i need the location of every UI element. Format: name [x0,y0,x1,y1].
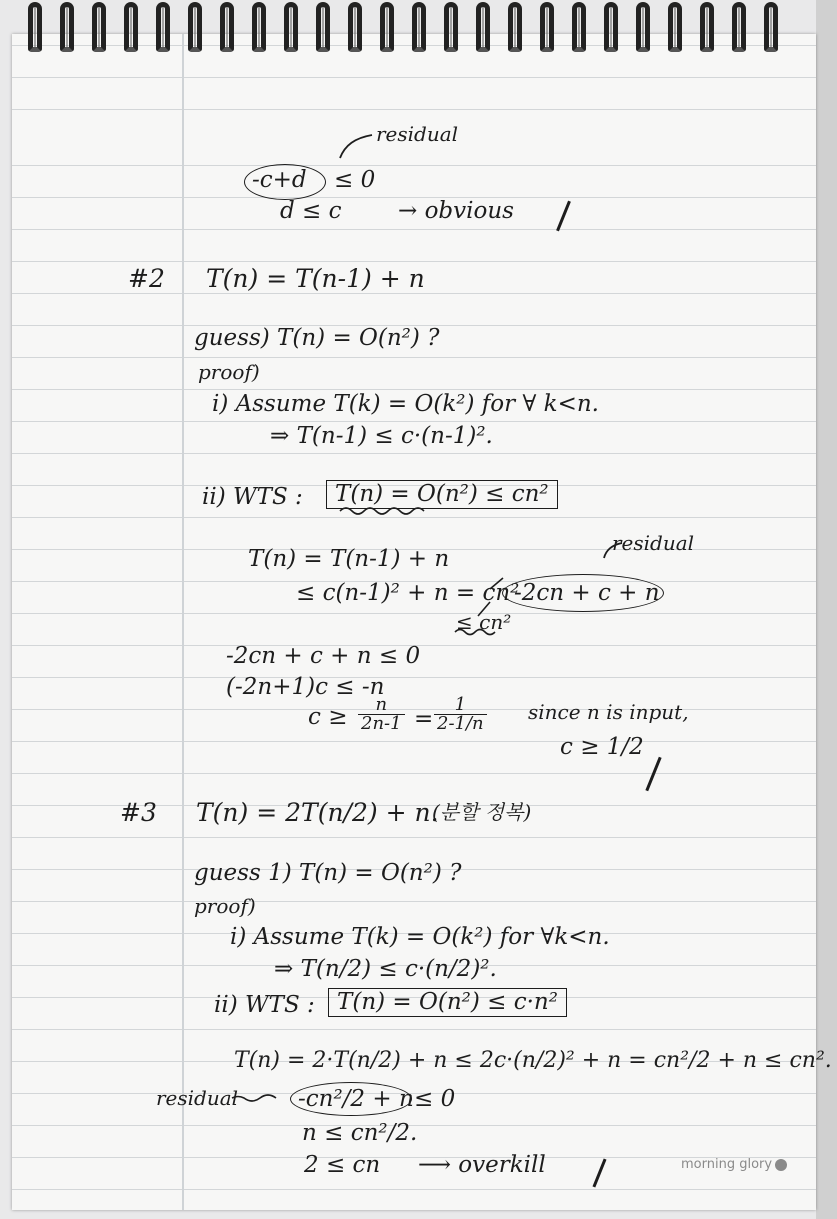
brand-text: morning glory [681,1157,773,1172]
problem-3-residual-expression: -cn²/2 + n [298,1086,414,1112]
problem-2-c-ge: c ≥ [308,704,348,730]
problem-2-number: #2 [128,264,165,293]
problem-3-recurrence: T(n) = 2T(n/2) + n. [196,798,439,827]
problem-3-overkill: ⟶ overkill [418,1152,546,1178]
problem-2-implies: ⇒ T(n-1) ≤ c·(n-1)². [270,423,493,449]
problem-2-step2-residual: -2cn + c + n [514,580,660,606]
residual-expression: -c+d [252,167,307,193]
residual-label: residual [376,122,459,146]
problem-3-step-a: n ≤ cn²/2. [302,1120,418,1146]
problem-2-since: since n is input, [528,700,689,724]
problem-3-number: #3 [120,798,157,827]
inequality-tail: ≤ 0 [334,167,376,193]
problem-2-wts-prefix: ii) WTS : [202,484,303,510]
problem-2-fraction-2 [434,696,487,733]
brand-logo [681,1157,787,1172]
problem-2-equals: = [414,706,434,732]
problem-3-step-b: 2 ≤ cn [304,1152,381,1178]
problem-3-korean: (분할 정복) [432,800,532,824]
problem-2-residual-label: residual [612,531,695,555]
problem-2-recurrence: T(n) = T(n-1) + n [206,264,425,293]
problem-3-guess: guess 1) T(n) = O(n²) ? [194,860,462,886]
d-le-c: d ≤ c [280,198,342,224]
problem-2-proof: proof) [198,360,260,384]
problem-3-wts-box: T(n) = O(n²) ≤ c·n² [328,988,567,1017]
problem-2-step2: ≤ c(n-1)² + n = cn² [296,580,520,606]
fraction-1-numerator: n [358,696,405,715]
problem-3-expansion: T(n) = 2·T(n/2) + n ≤ 2c·(n/2)² + n = cn²/2 + n ≤ cn². [234,1048,832,1073]
problem-2-step1: T(n) = T(n-1) + n [248,546,450,572]
flower-icon [775,1159,787,1171]
problem-2-wts-box: T(n) = O(n²) ≤ cn² [326,480,558,509]
problem-2-result: c ≥ 1/2 [560,734,644,760]
problem-2-guess: guess) T(n) = O(n²) ? [194,325,440,351]
fraction-2-numerator: 1 [434,696,487,715]
problem-3-residual-label: residual [156,1086,239,1110]
problem-2-assume: i) Assume T(k) = O(k²) for ∀ k<n. [212,391,599,417]
problem-3-residual-tail: ≤ 0 [414,1086,456,1112]
problem-2-fraction-1 [358,696,405,733]
fraction-1-denominator: 2n-1 [361,713,402,734]
fraction-2-denominator: 2-1/n [437,713,484,734]
obvious-text: → obvious [398,198,514,224]
problem-2-le-cn2: ≤ cn² [456,610,512,634]
problem-3-wts-prefix: ii) WTS : [214,992,315,1018]
problem-3-assume: i) Assume T(k) = O(k²) for ∀k<n. [230,924,610,950]
problem-3-proof: proof) [194,894,256,918]
problem-2-ineq2: (-2n+1)c ≤ -n [226,674,385,700]
problem-2-ineq1: -2cn + c + n ≤ 0 [226,643,421,669]
problem-3-implies: ⇒ T(n/2) ≤ c·(n/2)². [274,956,497,982]
